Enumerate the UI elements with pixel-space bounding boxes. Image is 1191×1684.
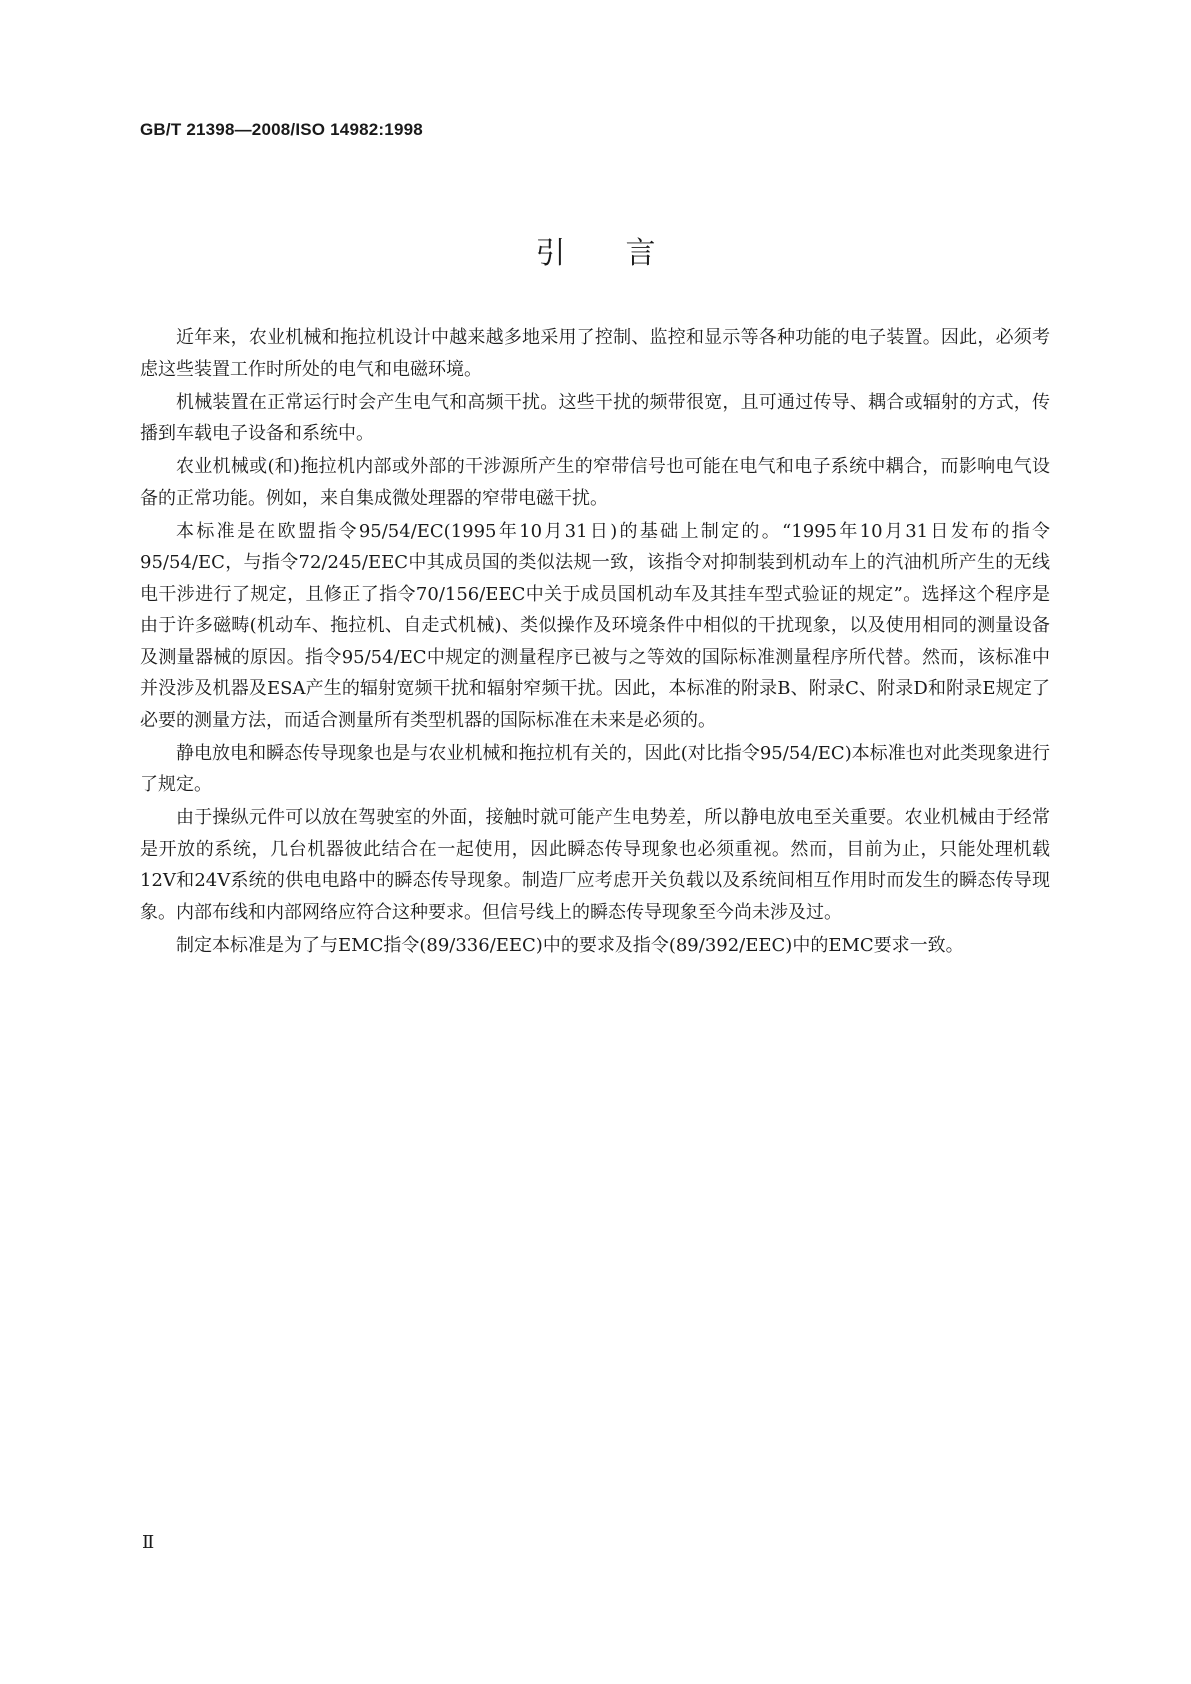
paragraph-5: 静电放电和瞬态传导现象也是与农业机械和拖拉机有关的，因此(对比指令95/54/EC)本标准也对此类现象进行了规定。 (140, 742, 1050, 795)
document-body (140, 322, 1050, 963)
paragraph-7: 制定本标准是为了与EMC指令(89/336/EEC)中的要求及指令(89/392/EEC)中的EMC要求一致。 (176, 934, 964, 956)
paragraph-6: 由于操纵元件可以放在驾驶室的外面，接触时就可能产生电势差，所以静电放电至关重要。农业机械由于经常是开放的系统，几台机器彼此结合在一起使用，因此瞬态传导现象也必须重视。然而，目前为止，只能处理机载12V和24V系统的供电电路中的瞬态传导现象。制造厂应考虑开关负载以及系统间相互作用时而发生的瞬态传导现象。内部布线和内部网络应符合这种要求。但信号线上的瞬态传导现象至今尚未涉及过。 (140, 807, 1050, 923)
page-title: 引言 (535, 236, 716, 271)
paragraph-4: 本标准是在欧盟指令95/54/EC(1995年10月31日)的基础上制定的。“1995年10月31日发布的指令95/54/EC，与指令72/245/EEC中其成员国的类似法规一致，该指令对抑制装到机动车上的汽油机所产生的无线电干涉进行了规定，且修正了指令70/156/EEC中关于成员国机动车及其挂车型式验证的规定”。选择这个程序是由于许多磁畴(机动车、拖拉机、自走式机械)、类似操作及环境条件中相似的干扰现象，以及使用相同的测量设备及测量器械的原因。指令95/54/EC中规定的测量程序已被与之等效的国际标准测量程序所代替。然而，该标准中并没涉及机器及ESA产生的辐射宽频干扰和辐射窄频干扰。因此，本标准的附录B、附录C、附录D和附录E规定了必要的测量方法，而适合测量所有类型机器的国际标准在未来是必须的。 (140, 520, 1050, 731)
paragraph-1: 近年来，农业机械和拖拉机设计中越来越多地采用了控制、监控和显示等各种功能的电子装置。因此，必须考虑这些装置工作时所处的电气和电磁环境。 (140, 327, 1050, 380)
page-number: Ⅱ (142, 1532, 155, 1552)
document-code-header: GB/T 21398—2008/ISO 14982:1998 (140, 120, 423, 139)
paragraph-2: 机械装置在正常运行时会产生电气和高频干扰。这些干扰的频带很宽，且可通过传导、耦合或辐射的方式，传播到车载电子设备和系统中。 (140, 391, 1050, 444)
paragraph-3: 农业机械或(和)拖拉机内部或外部的干涉源所产生的窄带信号也可能在电气和电子系统中耦合，而影响电气设备的正常功能。例如，来自集成微处理器的窄带电磁干扰。 (140, 456, 1050, 509)
